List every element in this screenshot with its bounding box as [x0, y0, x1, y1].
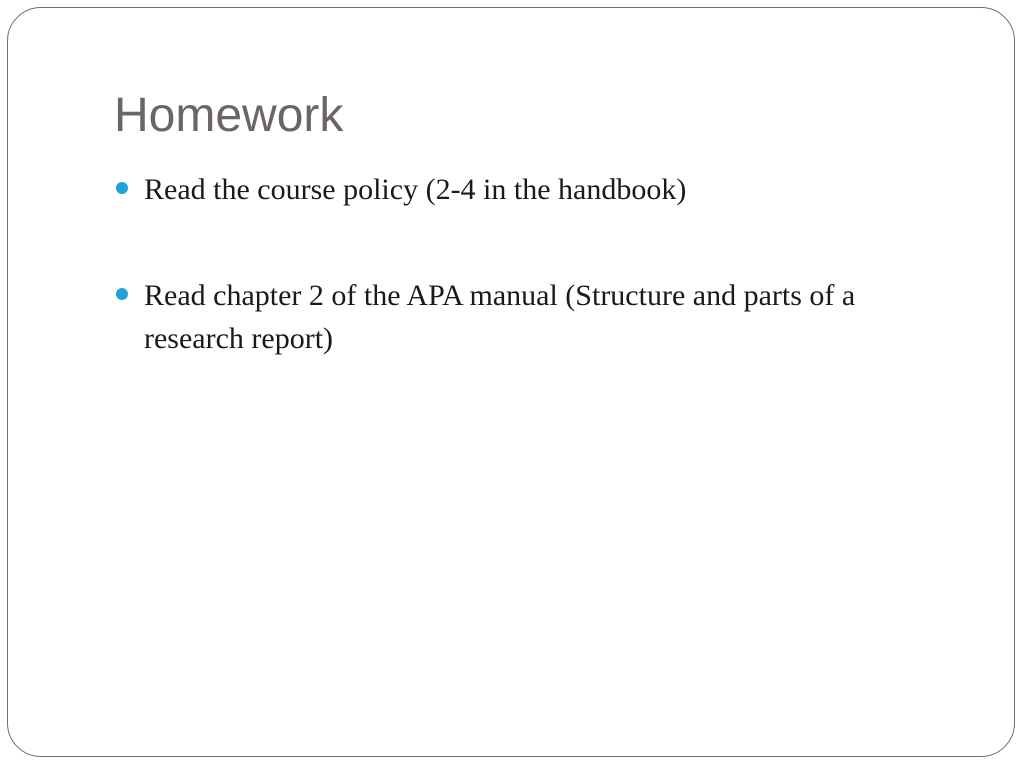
slide-title: Homework	[114, 89, 344, 142]
bullet-item-course-policy	[114, 168, 944, 211]
bullet-text: Read chapter 2 of the APA manual (Structure and parts of a research report)	[144, 279, 856, 355]
bullet-dot-icon	[116, 288, 128, 300]
bullet-dot-icon	[116, 182, 128, 194]
bullet-item-apa-chapter	[114, 274, 944, 360]
bullet-text: Read the course policy (2-4 in the handbook)	[144, 173, 687, 206]
bullet-list	[114, 168, 944, 360]
